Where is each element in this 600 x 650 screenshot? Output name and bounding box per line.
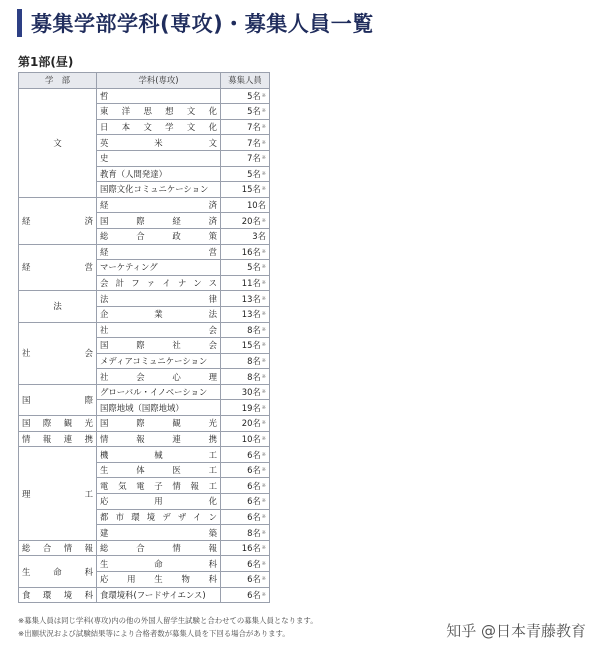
note-mark: ※	[261, 529, 266, 536]
subject-cell: 哲	[97, 88, 221, 104]
count-cell	[221, 306, 270, 322]
table-row	[19, 244, 270, 260]
table-row	[19, 88, 270, 104]
count-value: 5名	[247, 168, 261, 179]
subject-cell: 総合政策	[97, 228, 221, 244]
note-mark: ※	[261, 545, 266, 552]
subject-cell: 社会	[97, 322, 221, 338]
subject-cell: 社会心理	[97, 369, 221, 385]
count-value: 7名	[247, 153, 261, 164]
count-cell	[221, 462, 270, 478]
note-mark: ※	[261, 124, 266, 131]
note-mark: ※	[261, 591, 266, 598]
count-value: 20名	[241, 418, 261, 429]
count-value: 13名	[241, 293, 261, 304]
dept-cell: 社会	[19, 322, 97, 384]
dept-cell: 国際	[19, 384, 97, 415]
count-cell	[221, 135, 270, 151]
table-row	[19, 587, 270, 603]
note-mark: ※	[261, 170, 266, 177]
count-value: 16名	[241, 543, 261, 554]
note-mark: ※	[261, 576, 266, 583]
subject-cell: 応用化	[97, 494, 221, 510]
count-cell	[221, 197, 270, 213]
count-cell	[221, 478, 270, 494]
count-cell	[221, 260, 270, 276]
note-mark: ※	[261, 248, 266, 255]
dept-cell: 情報連携	[19, 431, 97, 447]
note-mark: ※	[261, 560, 266, 567]
count-value: 10名	[241, 433, 261, 444]
note-mark: ※	[261, 186, 266, 193]
table-row	[19, 291, 270, 307]
dept-cell: 生命科	[19, 556, 97, 587]
count-cell	[221, 119, 270, 135]
table-row	[19, 322, 270, 338]
subject-cell: メディアコミュニケーション	[97, 353, 221, 369]
count-cell	[221, 182, 270, 198]
count-value: 6名	[247, 480, 261, 491]
table-row	[19, 431, 270, 447]
count-cell	[221, 525, 270, 541]
table-row	[19, 540, 270, 556]
table-row	[19, 556, 270, 572]
note-mark: ※	[261, 482, 266, 489]
count-cell	[221, 540, 270, 556]
count-cell	[221, 104, 270, 120]
note-mark: ※	[261, 217, 266, 224]
note-mark: ※	[261, 451, 266, 458]
dept-cell: 食環境科	[19, 587, 97, 603]
subject-cell: 国際経済	[97, 213, 221, 229]
subject-cell: 電気電子情報工	[97, 478, 221, 494]
note-mark: ※	[261, 404, 266, 411]
subject-cell: 国際地域（国際地域）	[97, 400, 221, 416]
count-value: 8名	[247, 355, 261, 366]
count-value: 5名	[247, 262, 261, 273]
subject-cell: 建築	[97, 525, 221, 541]
count-value: 30名	[241, 387, 261, 398]
table-row	[19, 416, 270, 432]
count-cell	[221, 166, 270, 182]
note-mark: ※	[261, 420, 266, 427]
count-value: 7名	[247, 122, 261, 133]
table-row	[19, 197, 270, 213]
count-cell	[221, 322, 270, 338]
dept-cell: 総合情報	[19, 540, 97, 556]
subject-cell: 経営	[97, 244, 221, 260]
subject-cell: 生命科	[97, 556, 221, 572]
subject-cell: 生体医工	[97, 462, 221, 478]
table-row	[19, 384, 270, 400]
subject-cell: 応用生物科	[97, 572, 221, 588]
count-cell	[221, 494, 270, 510]
subject-cell: 教育（人間発達）	[97, 166, 221, 182]
note-mark: ※	[261, 92, 266, 99]
count-value: 20名	[241, 215, 261, 226]
count-value: 5名	[247, 106, 261, 117]
count-value: 8名	[247, 371, 261, 382]
note-mark: ※	[261, 139, 266, 146]
subject-cell: 国際社会	[97, 338, 221, 354]
note-mark: ※	[261, 342, 266, 349]
count-value: 15名	[241, 184, 261, 195]
table-row	[19, 447, 270, 463]
table-body	[19, 88, 270, 603]
subject-cell: 機械工	[97, 447, 221, 463]
header-dept: 学 部	[19, 73, 97, 89]
note-2: ※出願状況および試験結果等により合格者数が募集人員を下回る場合があります。	[18, 629, 290, 638]
page-title: 募集学部学科(専攻)・募集人員一覧	[31, 12, 374, 36]
note-mark: ※	[261, 357, 266, 364]
count-value: 6名	[247, 589, 261, 600]
count-cell	[221, 353, 270, 369]
header-subject: 学科(専攻)	[97, 73, 221, 89]
subject-cell: 国際文化コミュニケーション	[97, 182, 221, 198]
dept-cell: 経営	[19, 244, 97, 291]
note-mark: ※	[261, 435, 266, 442]
note-mark: ※	[261, 513, 266, 520]
count-cell	[221, 213, 270, 229]
count-value: 6名	[247, 465, 261, 476]
count-cell	[221, 244, 270, 260]
header-count: 募集人員	[221, 73, 270, 89]
count-value: 8名	[247, 324, 261, 335]
subject-cell: 国際観光	[97, 416, 221, 432]
count-value: 15名	[241, 340, 261, 351]
count-cell	[221, 150, 270, 166]
subject-cell: 食環境科(フードサイエンス)	[97, 587, 221, 603]
subject-cell: 情報連携	[97, 431, 221, 447]
dept-cell: 国際観光	[19, 416, 97, 432]
count-cell	[221, 556, 270, 572]
count-value: 6名	[247, 558, 261, 569]
note-mark: ※	[261, 155, 266, 162]
subject-cell: 経済	[97, 197, 221, 213]
count-cell	[221, 447, 270, 463]
subject-cell: 法律	[97, 291, 221, 307]
subject-cell: グローバル・イノベーション	[97, 384, 221, 400]
count-value: 6名	[247, 496, 261, 507]
count-value: 6名	[247, 449, 261, 460]
count-cell	[221, 384, 270, 400]
note-mark: ※	[261, 498, 266, 505]
table-header-row	[19, 73, 270, 89]
count-cell	[221, 291, 270, 307]
page-header	[17, 9, 374, 37]
note-mark: ※	[261, 373, 266, 380]
note-mark: ※	[261, 295, 266, 302]
subject-cell: 企業法	[97, 306, 221, 322]
note-mark: ※	[261, 264, 266, 271]
count-cell	[221, 509, 270, 525]
section-label: 第1部(昼)	[18, 55, 74, 69]
count-value: 10名	[246, 200, 266, 211]
count-cell	[221, 338, 270, 354]
count-cell	[221, 369, 270, 385]
note-mark: ※	[261, 280, 266, 287]
subject-cell: マーケティング	[97, 260, 221, 276]
count-value: 19名	[241, 402, 261, 413]
count-value: 5名	[247, 90, 261, 101]
dept-cell: 理工	[19, 447, 97, 541]
count-cell	[221, 572, 270, 588]
note-mark: ※	[261, 467, 266, 474]
subject-cell: 英米文	[97, 135, 221, 151]
count-cell	[221, 88, 270, 104]
count-value: 8名	[247, 527, 261, 538]
dept-cell: 経済	[19, 197, 97, 244]
title-accent-bar	[17, 9, 22, 37]
count-value: 6名	[247, 511, 261, 522]
subject-cell: 史	[97, 150, 221, 166]
count-cell	[221, 431, 270, 447]
note-mark: ※	[261, 389, 266, 396]
count-cell	[221, 400, 270, 416]
dept-cell: 法	[19, 291, 97, 322]
count-value: 16名	[241, 246, 261, 257]
count-cell	[221, 416, 270, 432]
watermark: 知乎 @日本青藤教育	[446, 622, 586, 640]
count-value: 7名	[247, 137, 261, 148]
count-value: 3名	[252, 231, 266, 242]
subject-cell: 総合情報	[97, 540, 221, 556]
count-value: 6名	[247, 574, 261, 585]
subject-cell: 都市環境デザイン	[97, 509, 221, 525]
recruitment-table	[18, 72, 270, 603]
note-mark: ※	[261, 326, 266, 333]
count-value: 11名	[241, 278, 261, 289]
note-mark: ※	[261, 108, 266, 115]
count-cell	[221, 275, 270, 291]
count-cell	[221, 228, 270, 244]
subject-cell: 日本文学文化	[97, 119, 221, 135]
count-cell	[221, 587, 270, 603]
count-value: 13名	[241, 309, 261, 320]
subject-cell: 会計ファイナンス	[97, 275, 221, 291]
subject-cell: 東洋思想文化	[97, 104, 221, 120]
note-mark: ※	[261, 311, 266, 318]
dept-cell: 文	[19, 88, 97, 197]
note-1: ※募集人員は同じ学科(専攻)内の他の外国人留学生試験と合わせての募集人員となります。	[18, 616, 318, 625]
